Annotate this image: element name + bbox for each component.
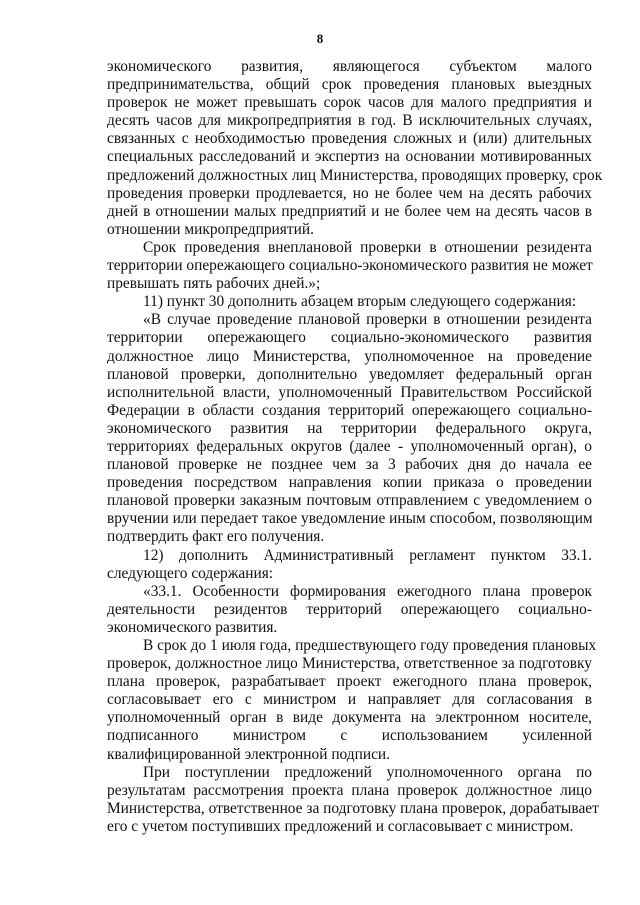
text-line: отношении микропредприятий. — [107, 220, 314, 238]
text-line: экономического развития на территории федерального округа, — [107, 419, 592, 437]
text-line: уполномоченный орган в виде документа на электронном носителе, — [107, 709, 592, 727]
text-line: дней в отношении малых предприятий и не более чем на десять часов в — [107, 202, 592, 220]
text-line: проверок, должностное лицо Министерства, ответственное за подготовку — [107, 655, 592, 673]
text-line: Срок проведения внеплановой проверки в отношении резидента — [143, 238, 592, 256]
text-line: специальных расследований и экспертиз на основании мотивированных — [107, 148, 592, 166]
paragraph — [107, 547, 592, 583]
text-line: деятельности резидентов территорий опережающего социально- — [107, 600, 592, 618]
text-line: территориях федеральных округов (далее - уполномоченный орган), о — [107, 437, 592, 455]
text-line: 12) дополнить Административный регламент пунктом 33.1. — [143, 546, 592, 564]
text-line: превышать пять рабочих дней.»; — [107, 275, 321, 293]
text-line: подписанного министром с использованием усиленной — [107, 727, 592, 745]
text-line: подтвердить факт его получения. — [107, 528, 325, 546]
text-line: экономического развития, являющегося субъектом малого — [107, 58, 592, 75]
text-line: экономического развития. — [107, 618, 278, 636]
text-line: исполнительной власти, уполномоченный Правительством Российской — [107, 383, 592, 401]
text-line: проверок не может превышать сорок часов для малого предприятия и — [107, 94, 592, 112]
text-line: плановой проверки, дополнительно уведомляет федеральный орган — [107, 365, 592, 383]
paragraph — [107, 311, 592, 546]
text-line: проведения посредством направления копии приказа о проведении — [107, 474, 592, 492]
text-line: Министерства, ответственное за подготовку плана проверок, дорабатывает — [107, 799, 599, 817]
text-line: плана проверок, разрабатывает проект ежегодного плана проверок, — [107, 673, 592, 691]
text-line: результатам рассмотрения проекта плана проверок должностное лицо — [107, 781, 592, 799]
text-line: проведения проверки продлевается, но не более чем на десять рабочих — [107, 184, 592, 202]
paragraph — [107, 239, 592, 293]
text-line: десять часов для микропредприятия в год. В исключительных случаях, — [107, 112, 592, 130]
text-line: территории опережающего социально-экономического развития не может — [107, 257, 593, 275]
text-line: «33.1. Особенности формирования ежегодного плана проверок — [143, 582, 592, 600]
paragraph — [107, 293, 592, 311]
page-number: 8 — [316, 31, 324, 46]
text-line: 11) пункт 30 дополнить абзацем вторым следующего содержания: — [143, 293, 577, 311]
text-line: квалифицированной электронной подписи. — [107, 745, 391, 763]
text-line: должностное лицо Министерства, уполномоченное на проведение — [107, 347, 592, 365]
text-line: Федерации в области создания территорий опережающего социально- — [107, 401, 592, 419]
text-line: В срок до 1 июля года, предшествующего году проведения плановых — [143, 637, 597, 654]
text-line: согласовывает его с министром и направляет для согласования в — [107, 691, 592, 709]
text-line: плановой проверки заказным почтовым отправлением с уведомлением о — [107, 492, 592, 510]
text-line: «В случае проведение плановой проверки в отношении резидента — [143, 311, 592, 329]
text-line: плановой проверке не позднее чем за 3 рабочих дня до начала ее — [107, 456, 592, 474]
paragraph — [107, 763, 599, 836]
text-line: При поступлении предложений уполномоченного органа по — [143, 763, 592, 781]
paragraph — [107, 583, 592, 637]
text-line: вручении или передает такое уведомление иным способом, позволяющим — [107, 510, 593, 528]
text-line: его с учетом поступивших предложений и согласовывает с министром. — [107, 817, 574, 835]
text-line: связанных с необходимостью проведения сложных и (или) длительных — [107, 130, 592, 148]
text-line: предложений должностных лиц Министерства, проводящих проверку, срок — [107, 166, 603, 184]
text-line: следующего содержания: — [107, 564, 274, 582]
text-line: предпринимательства, общий срок проведения плановых выездных — [107, 76, 592, 94]
paragraph — [107, 637, 597, 764]
paragraph — [107, 58, 603, 239]
text-line: территории опережающего социально-экономического развития — [107, 329, 592, 347]
document-body — [107, 58, 603, 836]
